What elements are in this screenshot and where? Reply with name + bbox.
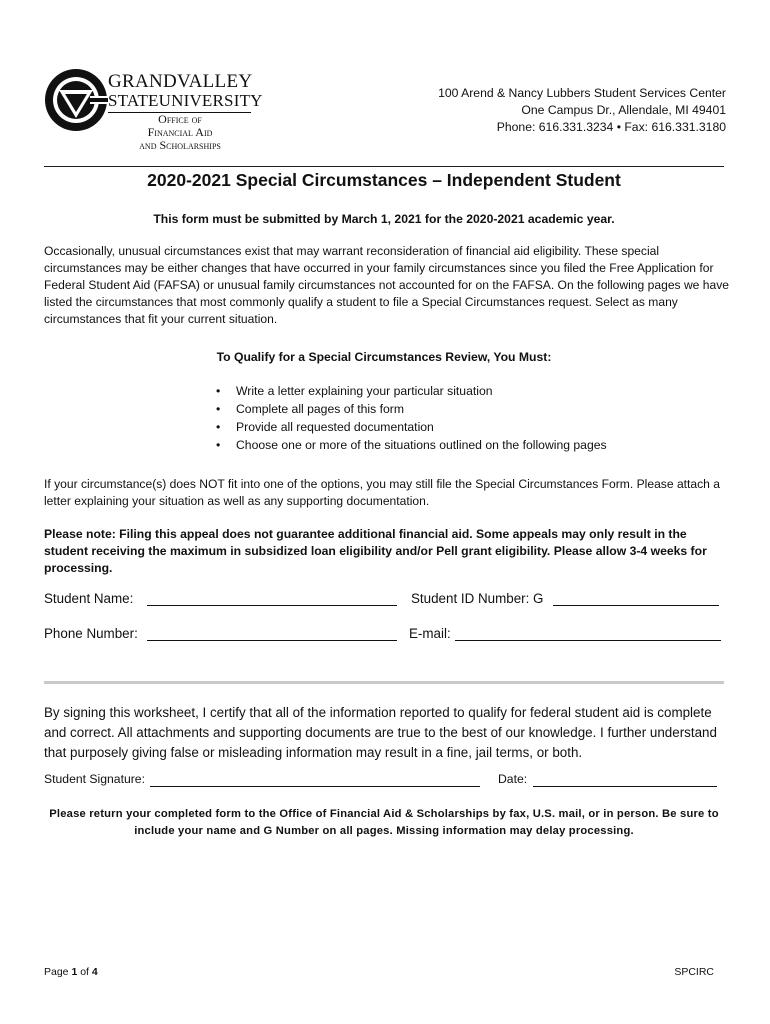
address-line-1: 100 Arend & Nancy Lubbers Student Services Center — [438, 86, 726, 100]
date-field[interactable] — [533, 786, 717, 787]
email-field[interactable] — [455, 640, 721, 641]
phone-label: Phone Number: — [44, 626, 138, 641]
section-divider — [44, 681, 724, 684]
bullet-icon: • — [216, 438, 221, 452]
list-item — [210, 382, 607, 400]
requirement-text: Provide all requested documentation — [236, 420, 434, 434]
student-id-field[interactable] — [553, 605, 719, 606]
processing-note: Please note: Filing this appeal does not guarantee additional financial aid. Some appeals may only result in the student receiving the maximum in subsidized loan eligibility and/or Pell grant eligibility. Please allow 3-4 weeks for processing. — [44, 527, 707, 575]
requirement-text: Complete all pages of this form — [236, 402, 404, 416]
page-of: of — [77, 966, 92, 978]
page-number — [44, 966, 98, 978]
office-address — [438, 85, 726, 136]
page-current: 1 — [71, 966, 78, 978]
page-title: 2020-2021 Special Circumstances – Independent Student — [147, 170, 621, 190]
form-code: SPCIRC — [674, 966, 714, 978]
office-line-2: Financial Aid — [147, 125, 213, 139]
office-name — [120, 113, 240, 152]
student-name-field[interactable] — [147, 605, 397, 606]
address-line-3: Phone: 616.331.3234 • Fax: 616.331.3180 — [496, 120, 726, 134]
page-prefix: Page — [44, 966, 72, 978]
gvsu-logo-icon — [44, 68, 108, 132]
list-item — [210, 400, 607, 418]
student-name-label: Student Name: — [44, 591, 134, 606]
phone-field[interactable] — [147, 640, 397, 641]
qualify-heading: To Qualify for a Special Circumstances Review, You Must: — [216, 350, 552, 364]
office-line-3: and Scholarships — [139, 138, 221, 152]
deadline-notice: This form must be submitted by March 1, 2021 for the 2020-2021 academic year. — [153, 212, 615, 226]
certification-paragraph: By signing this worksheet, I certify that all of the information reported to qualify for federal student aid is complete and correct. All attachments and supporting documents are true to the best of our knowledge. I further understand that purposely giving false or misleading information may result in a fine, jail terms, or both. — [44, 705, 717, 760]
intro-paragraph: Occasionally, unusual circumstances exist that may warrant reconsideration of financial aid eligibility. These special circumstances may be either changes that have occurred in your family circumstances since you filed the Free Application for Federal Student Aid (FAFSA) or unusual family circumstances not accounted for on the FAFSA. On the following pages we have listed the circumstances that most commonly qualify a student to file a Special Circumstances request. Select as many circumstances that fit your current situation. — [44, 244, 729, 326]
title-divider — [44, 166, 724, 167]
university-wordmark — [108, 71, 263, 113]
list-item — [210, 436, 607, 454]
requirement-text: Choose one or more of the situations outlined on the following pages — [236, 438, 607, 452]
bullet-icon: • — [216, 402, 221, 416]
date-label: Date: — [498, 772, 528, 786]
return-instructions: Please return your completed form to the Office of Financial Aid & Scholarships by fax, U.S. mail, or in person. Be sure to include your name and G Number on all pages. Missing information may delay processing. — [49, 808, 719, 837]
bullet-icon: • — [216, 384, 221, 398]
signature-label: Student Signature: — [44, 772, 145, 786]
signature-field[interactable] — [150, 786, 480, 787]
student-id-label: Student ID Number: G — [411, 591, 544, 606]
page-total: 4 — [91, 966, 98, 978]
list-item — [210, 418, 607, 436]
office-line-1: Office of — [158, 112, 202, 126]
address-line-2: One Campus Dr., Allendale, MI 49401 — [521, 103, 726, 117]
bullet-icon: • — [216, 420, 221, 434]
brand-line-grand-valley: GRANDVALLEY — [108, 71, 253, 92]
no-fit-paragraph: If your circumstance(s) does NOT fit into one of the options, you may still file the Special Circumstances Form. Please attach a letter explaining your situation as well as any supporting documentation. — [44, 477, 720, 508]
requirement-text: Write a letter explaining your particular situation — [236, 384, 493, 398]
email-label: E-mail: — [409, 626, 451, 641]
brand-line-state-university: STATEUNIVERSITY — [108, 91, 263, 110]
requirements-list — [210, 382, 607, 454]
